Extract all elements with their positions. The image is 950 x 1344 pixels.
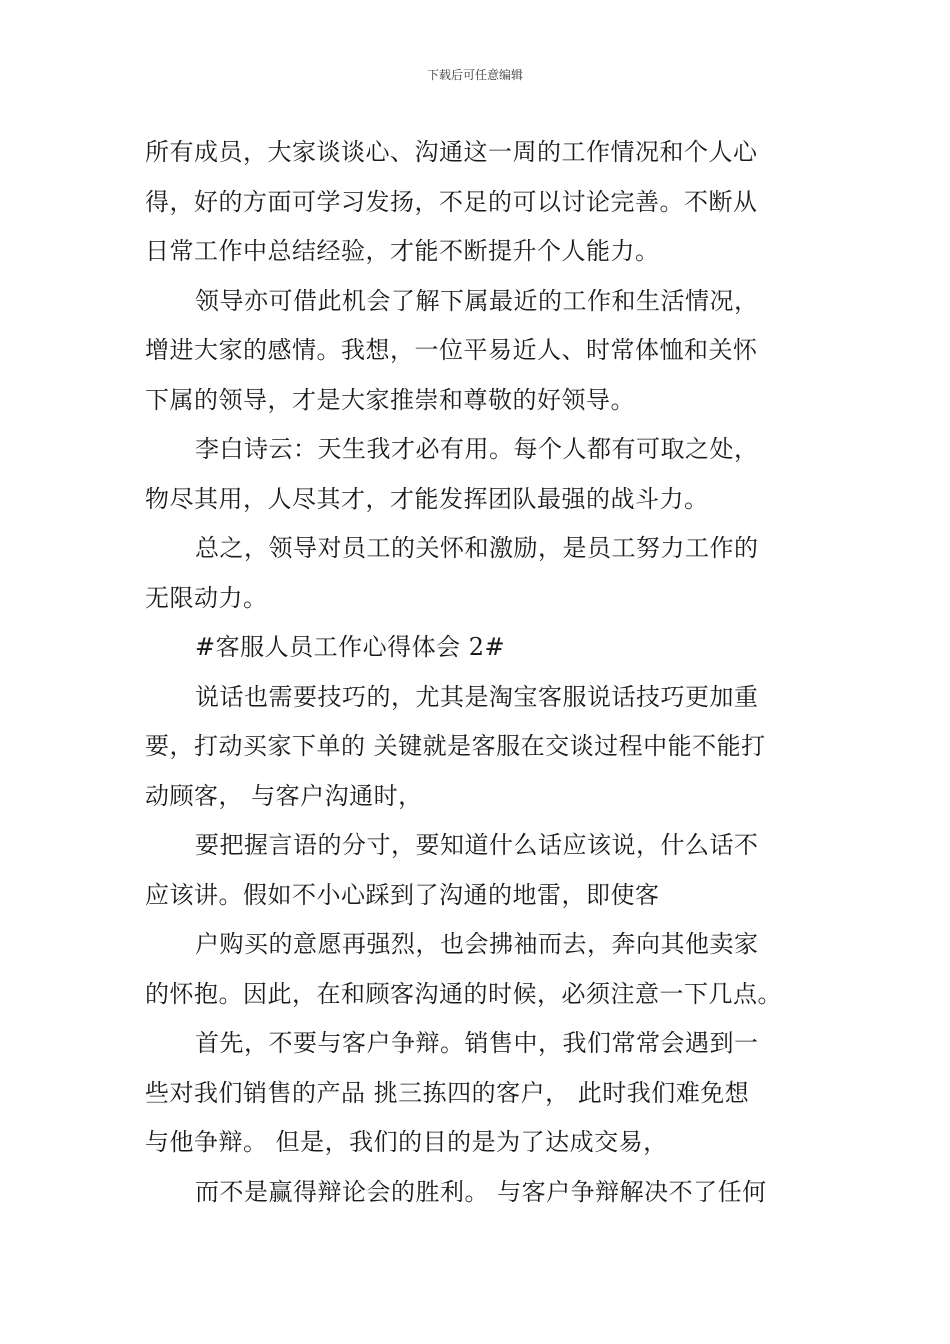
text-line: 无限动力。 xyxy=(145,583,268,612)
page-header: 下载后可任意编辑 xyxy=(426,68,523,82)
text-line: 李白诗云：天生我才必有用。每个人都有可取之处， xyxy=(195,435,759,463)
text-line: 而不是赢得辩论会的胜利。 与客户争辩解决不了任何 xyxy=(195,1177,767,1206)
text-line: 下属的领导，才是大家推崇和尊敬的好领导。 xyxy=(145,385,635,414)
text-line: 要把握言语的分寸，要知道什么话应该说，什么话不 xyxy=(195,831,759,859)
document-body xyxy=(145,128,810,1217)
text-line: 些对我们销售的产品 挑三拣四的客户， 此时我们难免想 xyxy=(145,1078,750,1107)
section-heading: #客服人员工作心得体会 2# xyxy=(195,633,506,661)
text-line: 动顾客， 与客户沟通时， xyxy=(145,781,423,810)
text-line: 得，好的方面可学习发扬，不足的可以讨论完善。不断从 xyxy=(145,187,758,216)
text-line: 应该讲。假如不小心踩到了沟通的地雷，即使客 xyxy=(145,880,660,909)
text-line: 总之，领导对员工的关怀和激励，是员工努力工作的 xyxy=(195,534,759,562)
text-line: 日常工作中总结经验，才能不断提升个人能力。 xyxy=(145,237,660,265)
text-line: 与他争辩。 但是，我们的目的是为了达成交易， xyxy=(145,1128,668,1156)
text-line: 要，打动买家下单的 关键就是客服在交谈过程中能不能打 xyxy=(145,732,766,760)
text-line: 所有成员，大家谈谈心、沟通这一周的工作情况和个人心 xyxy=(145,138,758,166)
text-line: 首先，不要与客户争辩。销售中，我们常常会遇到一 xyxy=(195,1029,759,1057)
text-line: 说话也需要技巧的，尤其是淘宝客服说话技巧更加重 xyxy=(195,682,759,711)
text-line: 物尽其用，人尽其才，才能发挥团队最强的战斗力。 xyxy=(145,484,709,513)
text-line: 的怀抱。因此，在和顾客沟通的时候，必须注意一下几点。 xyxy=(145,979,782,1008)
text-line: 领导亦可借此机会了解下属最近的工作和生活情况， xyxy=(195,286,759,315)
text-line: 户购买的意愿再强烈，也会拂袖而去，奔向其他卖家 xyxy=(195,930,759,958)
text-line: 增进大家的感情。我想，一位平易近人、时常体恤和关怀 xyxy=(145,336,758,364)
